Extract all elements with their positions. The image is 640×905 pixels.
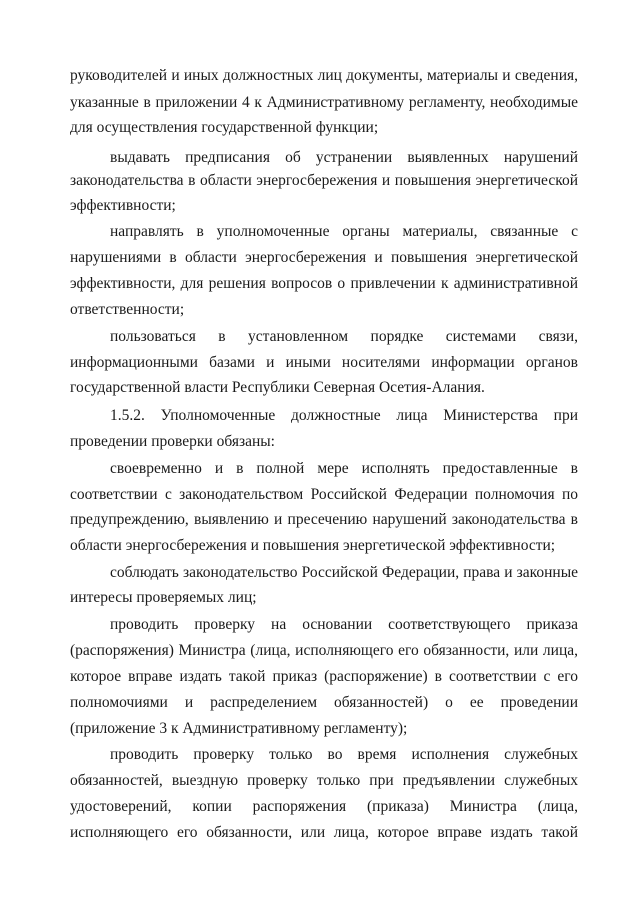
text-line: нарушениями в области энергосбережения и повышения энергетической (70, 249, 578, 266)
text-line: полномочиями и распределением обязанностей) о ее проведении (70, 694, 578, 711)
text-line: (приложение 3 к Административному регламенту); (70, 720, 408, 737)
text-line: пользоваться в установленном порядке системами связи, (110, 328, 578, 345)
text-line: направлять в уполномоченные органы материалы, связанные с (110, 223, 578, 240)
text-line: эффективности, для решения вопросов о привлечении к административной (70, 275, 578, 292)
text-line: (распоряжения) Министра (лица, исполняющего его обязанности, или лица, (70, 642, 578, 659)
text-line: обязанностей, выездную проверку только при предъявлении служебных (70, 772, 578, 789)
text-line: предупреждению, выявлению и пресечению нарушений законодательства в (70, 511, 578, 528)
text-line: государственной власти Республики Северная Осетия-Алания. (70, 379, 485, 396)
text-line: соответствии с законодательством Российской Федерации полномочия по (70, 486, 578, 503)
text-line: интересы проверяемых лиц; (70, 589, 257, 606)
text-line: которое вправе издать такой приказ (распоряжение) в соответствии с его (70, 668, 578, 685)
text-line: проводить проверку на основании соответствующего приказа (110, 616, 578, 633)
text-line: области энергосбережения и повышения энергетической эффективности; (70, 537, 556, 554)
text-line: эффективности; (70, 197, 176, 214)
text-line: указанные в приложении 4 к Административному регламенту, необходимые (70, 94, 578, 111)
text-line: проведении проверки обязаны: (70, 433, 275, 450)
section-heading-1-5-2: 1.5.2. Уполномоченные должностные лица Министерства при (110, 407, 578, 424)
text-line: руководителей и иных должностных лиц документы, материалы и сведения, (70, 67, 578, 84)
text-line: ответственности; (70, 301, 185, 318)
text-line: законодательства в области энергосбережения и повышения энергетической (70, 172, 578, 189)
text-line: своевременно и в полной мере исполнять предоставленные в (110, 460, 578, 477)
text-line: исполняющего его обязанности, или лица, которое вправе издать такой (70, 824, 578, 841)
text-line: информационными базами и иными носителями информации органов (70, 354, 578, 371)
text-line: соблюдать законодательство Российской Федерации, права и законные (110, 564, 578, 581)
text-line: выдавать предписания об устранении выявленных нарушений (110, 149, 578, 166)
text-line: для осуществления государственной функции; (70, 119, 379, 136)
text-line: проводить проверку только во время исполнения служебных (110, 746, 578, 763)
text-line: удостоверений, копии распоряжения (приказа) Министра (лица, (70, 798, 578, 815)
